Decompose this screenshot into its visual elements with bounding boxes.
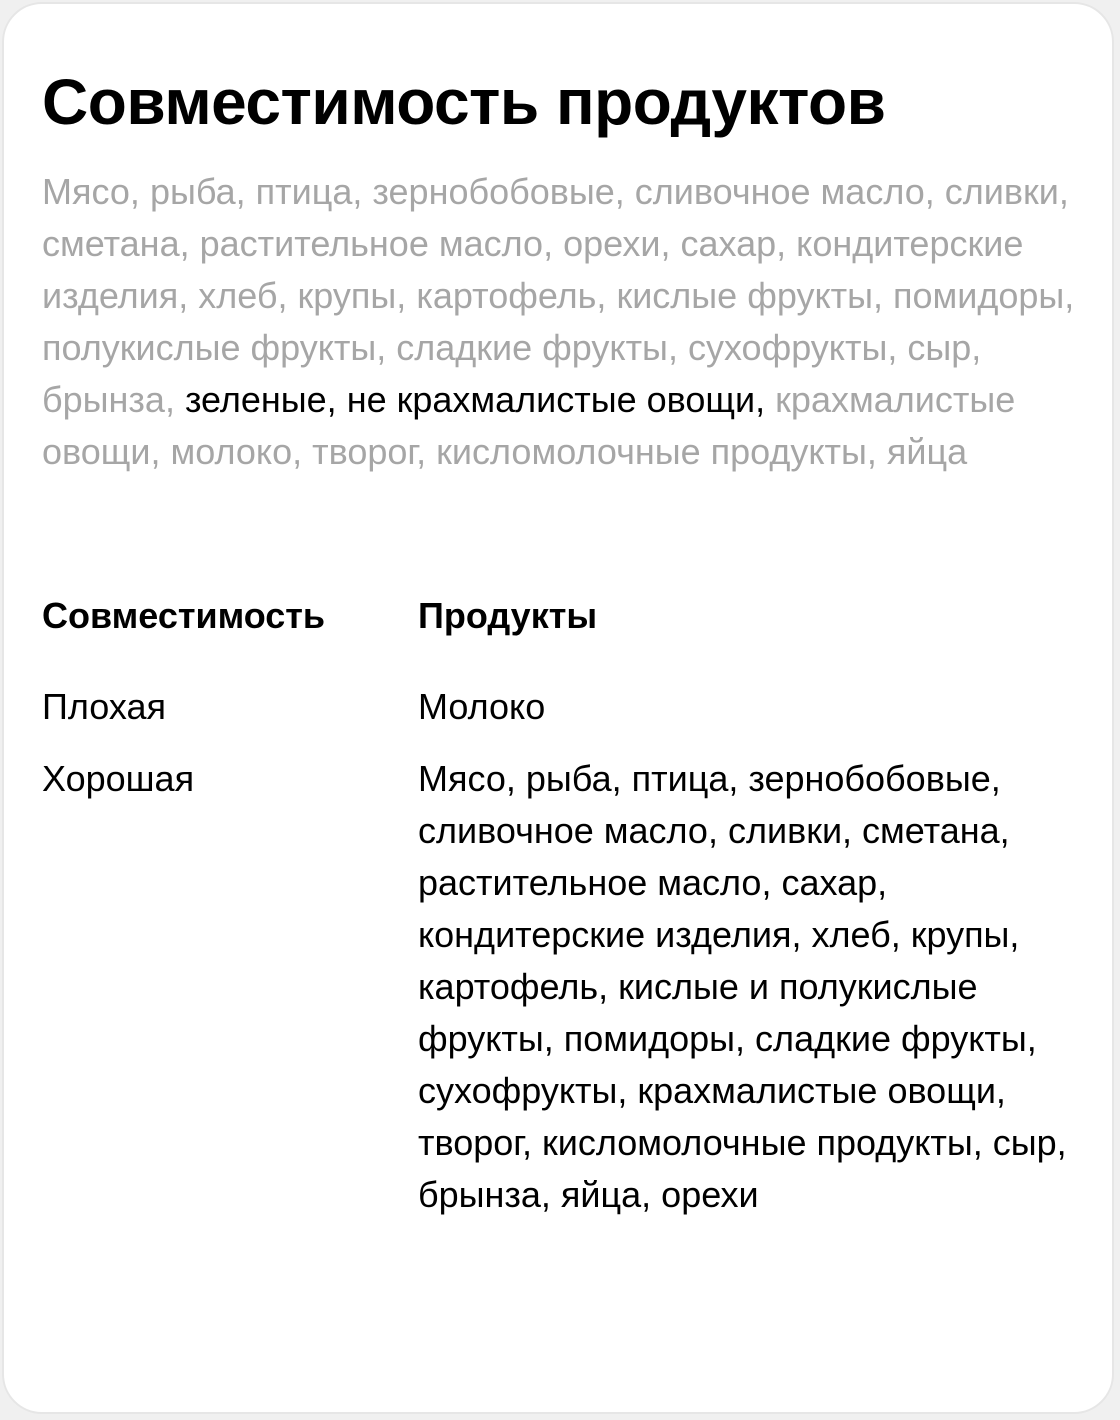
product-filter-item[interactable]: молоко <box>170 431 293 472</box>
page-title: Совместимость продуктов <box>42 66 886 138</box>
products-cell: Молоко <box>418 686 546 727</box>
compatibility-card <box>2 2 1114 1414</box>
product-filter-item[interactable]: сладкие фрукты <box>396 327 668 368</box>
product-filter-item[interactable]: помидоры <box>892 275 1065 316</box>
products-cell: Мясо, рыба, птица, зернобобовые, сливочное масло, сливки, сметана, растительное масло, сахар, кондитерские изделия, хлеб, крупы, картофель, кислые и полукислые фрукты, помидоры, сладкие фрукты, сухофрукты, крахмалистые овощи, творог, кисломолочные продукты, сыр, брынза, яйца, орехи <box>418 758 1067 1215</box>
product-filter-item[interactable]: творог <box>312 431 417 472</box>
product-filter-item[interactable]: сухофрукты <box>687 327 888 368</box>
column-header-products: Продукты <box>418 595 598 636</box>
product-filter-item[interactable]: яйца <box>886 431 968 472</box>
product-filter-item[interactable]: сахар <box>680 223 777 264</box>
product-filter-item[interactable]: сыр <box>907 327 972 368</box>
product-filter-item[interactable]: кисломолочные продукты <box>436 431 867 472</box>
product-filter-item[interactable]: птица <box>255 171 353 212</box>
product-filter-item[interactable]: кондитерские изделия <box>42 223 1024 316</box>
product-filter-item[interactable]: сливки <box>944 171 1059 212</box>
product-filter-item[interactable]: полукислые фрукты <box>42 327 377 368</box>
product-filter-item[interactable]: зеленые, не крахмалистые овощи <box>184 379 756 420</box>
compatibility-cell: Хорошая <box>42 758 195 799</box>
product-filter-item[interactable]: орехи <box>563 223 661 264</box>
product-filter-item[interactable]: кислые фрукты <box>616 275 873 316</box>
product-filter-item[interactable]: зернобобовые <box>372 171 615 212</box>
product-filter-item[interactable]: сметана <box>42 223 180 264</box>
product-filter-item[interactable]: крахмалистые овощи <box>42 379 1016 472</box>
column-header-compatibility: Совместимость <box>42 595 326 636</box>
product-filter-item[interactable]: Мясо <box>42 171 130 212</box>
product-filter-list: Мясо, рыба, птица, зернобобовые, сливочное масло, сливки, сметана, растительное масло, орехи, сахар, кондитерские изделия, хлеб, крупы, картофель, кислые фрукты, помидоры, полукислые фрукты, сладкие фрукты, сухофрукты, сыр, брынза, зеленые, не крахмалистые овощи, крахмалистые овощи, молоко, творог, кисломолочные продукты, яйца <box>42 171 1075 472</box>
product-filter-item[interactable]: крупы <box>297 275 397 316</box>
product-filter-item[interactable]: картофель <box>416 275 597 316</box>
product-filter-item[interactable]: рыба <box>149 171 236 212</box>
product-filter-item[interactable]: брынза <box>42 379 165 420</box>
product-filter-item[interactable]: хлеб <box>198 275 278 316</box>
product-filter-item[interactable]: сливочное масло <box>634 171 925 212</box>
product-filter-item[interactable]: растительное масло <box>199 223 544 264</box>
compatibility-cell: Плохая <box>42 686 167 727</box>
